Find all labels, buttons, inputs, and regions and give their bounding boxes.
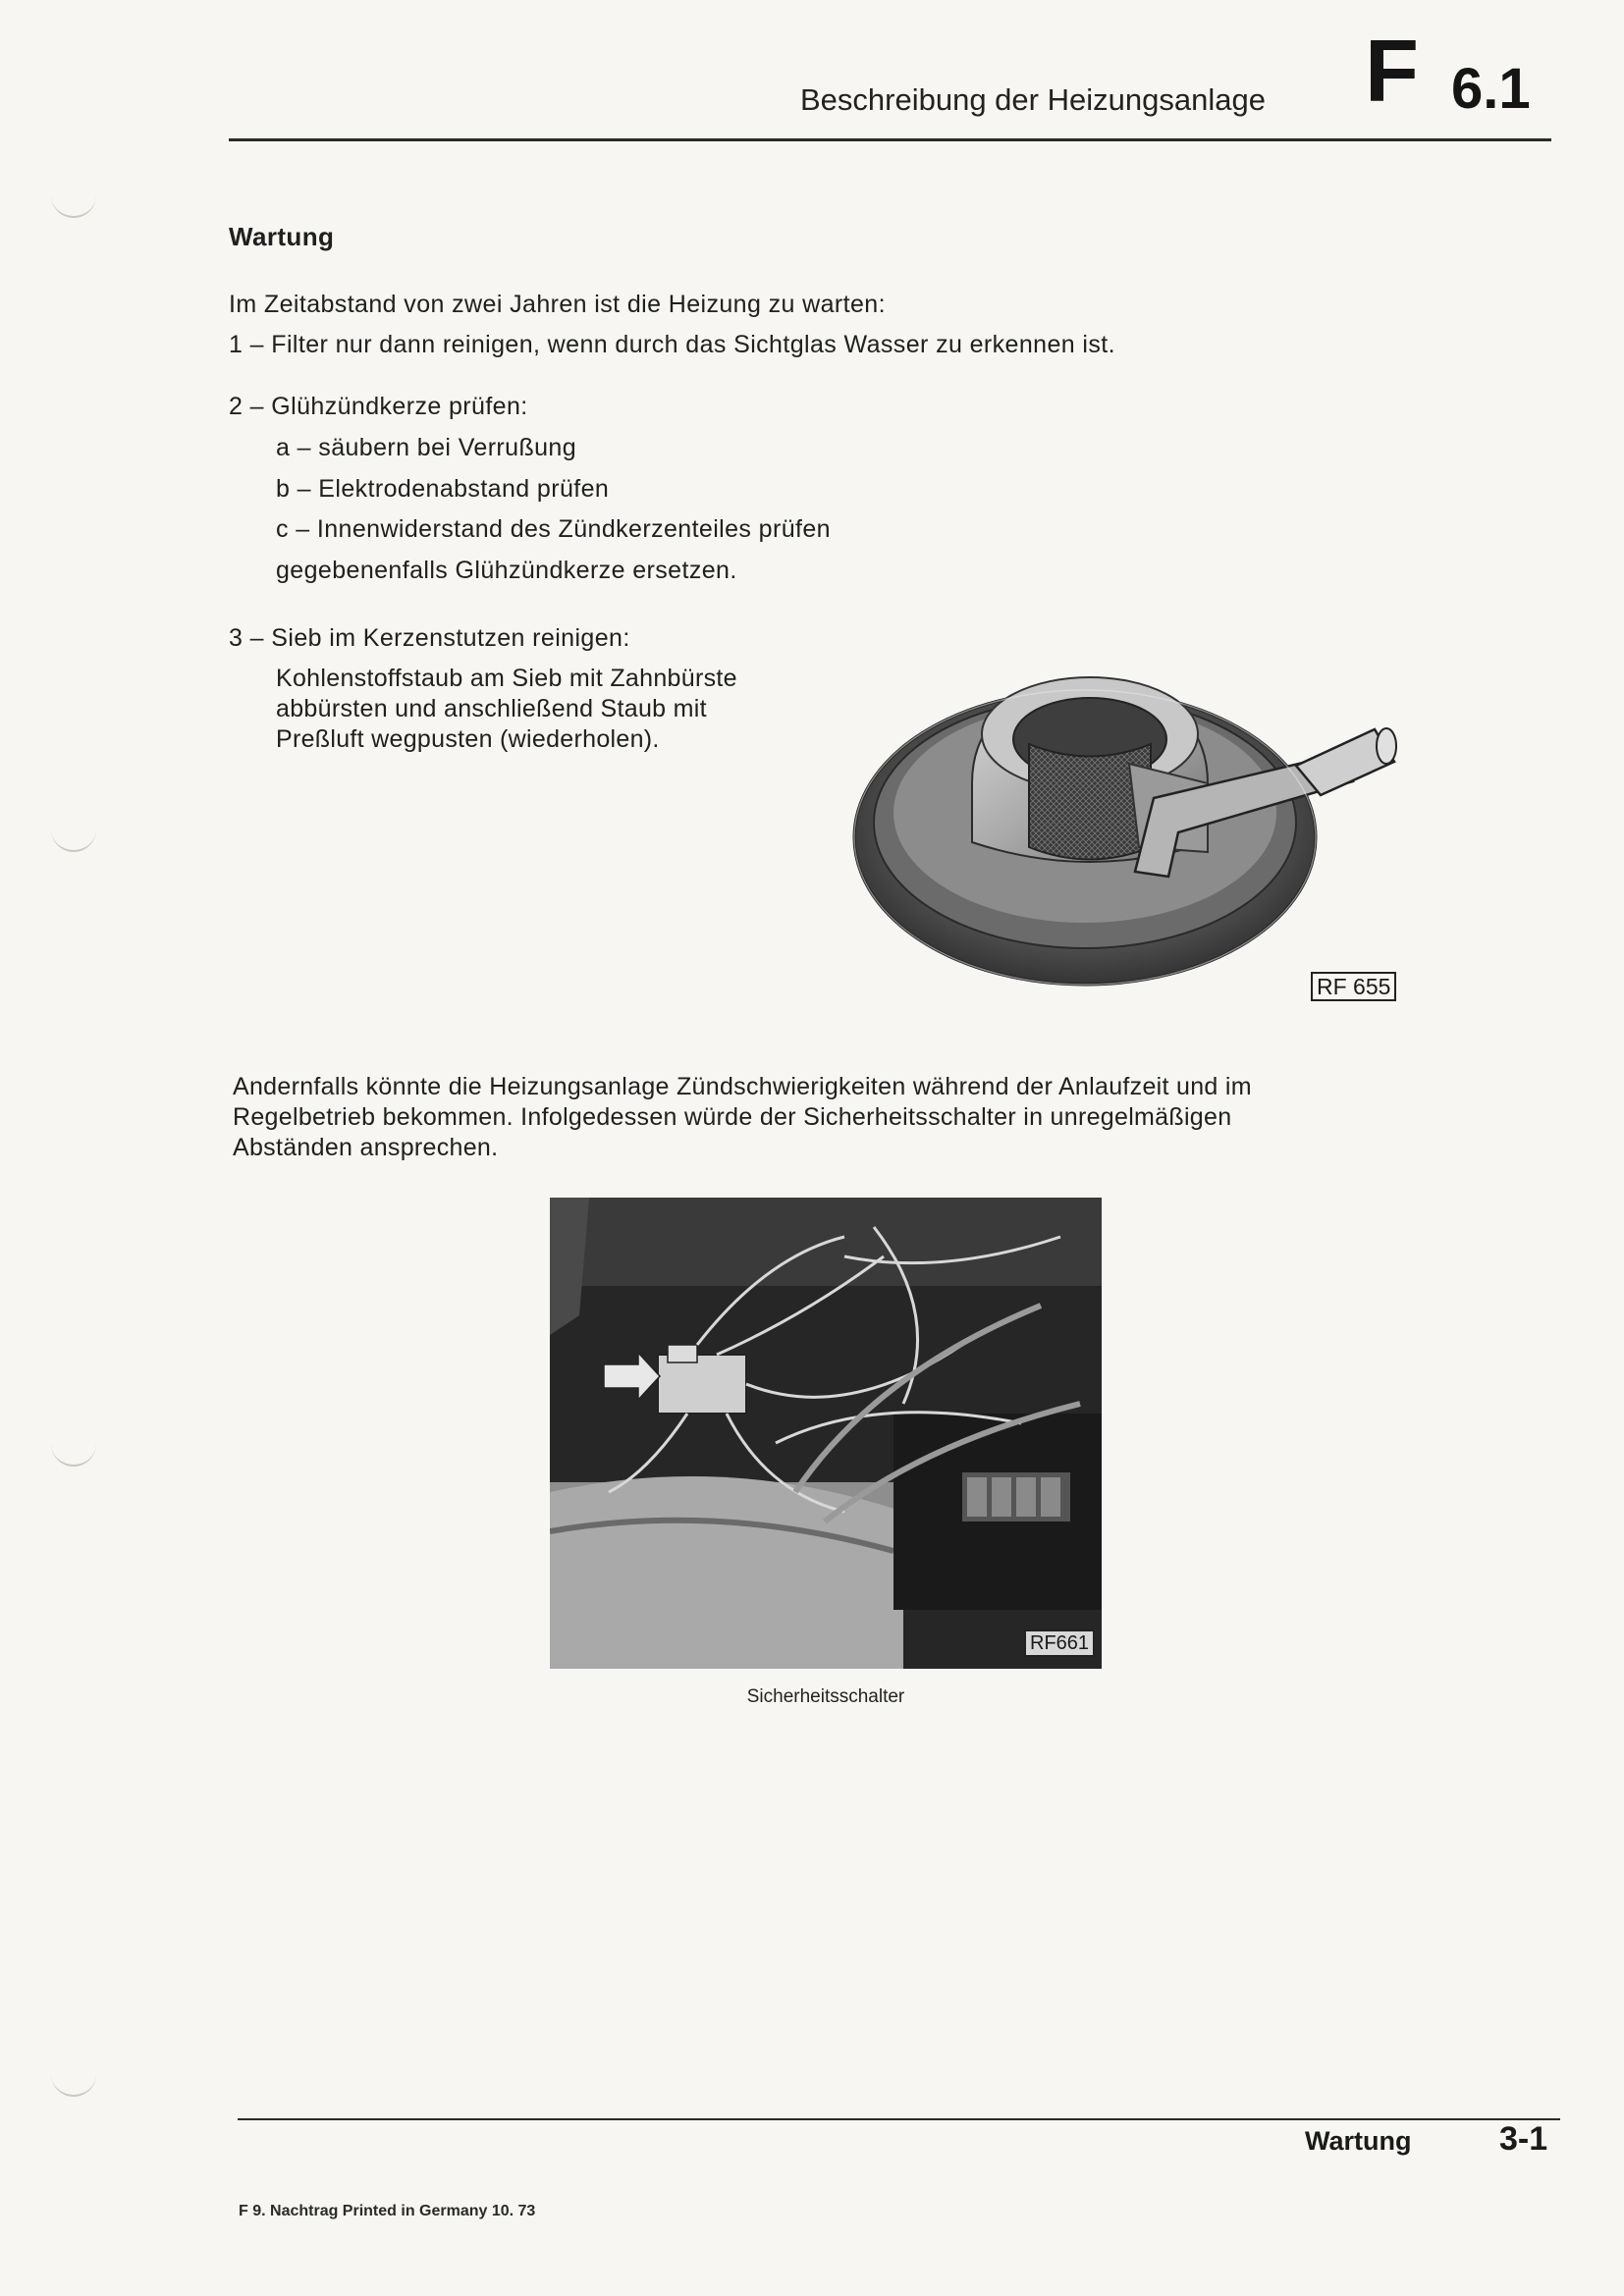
- page-header-title: Beschreibung der Heizungsanlage: [800, 82, 1266, 117]
- warning-line: Regelbetrieb bekommen. Infolgedessen würde der Sicherheitsschalter in unregelmäßigen: [233, 1103, 1232, 1131]
- section-heading: Wartung: [229, 222, 335, 251]
- punch-hole-mark: [51, 192, 96, 218]
- step-2-item-c: c – Innenwiderstand des Zündkerzenteiles prüfen: [276, 515, 831, 543]
- footer-imprint: F 9. Nachtrag Printed in Germany 10. 73: [239, 2203, 536, 2219]
- step-3: 3 – Sieb im Kerzenstutzen reinigen:: [229, 624, 630, 652]
- punch-hole-mark: [51, 2071, 96, 2097]
- punch-hole-mark: [51, 1441, 96, 1467]
- section-number: 6.1: [1451, 57, 1531, 121]
- footer-rule: [238, 2118, 1560, 2120]
- safety-switch-photo: [550, 1198, 1102, 1669]
- header-rule: [229, 138, 1551, 141]
- figure-label-rf661: RF661: [1024, 1629, 1095, 1657]
- step-3-line: Preßluft wegpusten (wiederholen).: [276, 725, 660, 753]
- spark-plug-socket-illustration: [844, 636, 1406, 995]
- warning-paragraph: [233, 1072, 1252, 1163]
- figure-label-rf655: RF 655: [1311, 972, 1396, 1001]
- step-2-note: gegebenenfalls Glühzündkerze ersetzen.: [276, 557, 737, 584]
- step-3-instructions: [276, 664, 737, 755]
- punch-hole-mark: [51, 827, 96, 852]
- step-1: 1 – Filter nur dann reinigen, wenn durch das Sichtglas Wasser zu erkennen ist.: [229, 331, 1115, 358]
- step-2-item-b: b – Elektrodenabstand prüfen: [276, 475, 610, 503]
- footer-section-title: Wartung: [1305, 2126, 1412, 2156]
- figure-caption: Sicherheitsschalter: [746, 1686, 905, 1707]
- step-3-line: Kohlenstoffstaub am Sieb mit Zahnbürste: [276, 665, 737, 692]
- warning-line: Andernfalls könnte die Heizungsanlage Zündschwierigkeiten während der Anlaufzeit und im: [233, 1073, 1252, 1100]
- step-2-item-a: a – säubern bei Verrußung: [276, 434, 577, 461]
- warning-line: Abständen ansprechen.: [233, 1134, 499, 1161]
- section-letter: F: [1365, 23, 1419, 121]
- step-3-line: abbürsten und anschließend Staub mit: [276, 695, 707, 722]
- page-number: 3-1: [1499, 2120, 1548, 2158]
- step-2: 2 – Glühzündkerze prüfen:: [229, 393, 528, 420]
- intro-text: Im Zeitabstand von zwei Jahren ist die Heizung zu warten:: [229, 291, 886, 318]
